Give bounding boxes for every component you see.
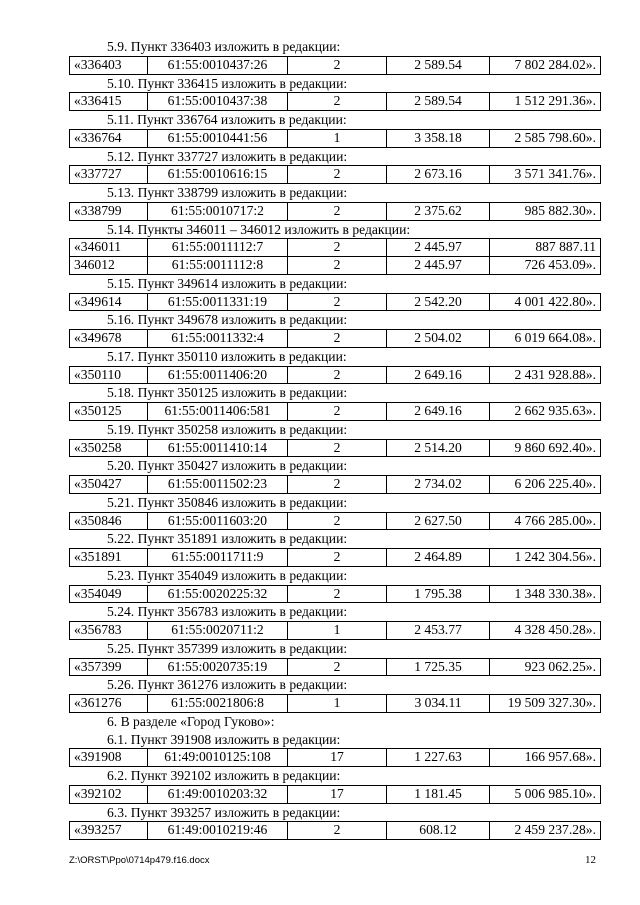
group-cell: 1 xyxy=(288,129,387,147)
cadastral-value-cell: 6 206 225.40». xyxy=(490,476,601,494)
section-table xyxy=(69,366,601,385)
specific-value-cell: 2 589.54 xyxy=(387,93,490,111)
table-row xyxy=(70,785,601,803)
section-table xyxy=(69,621,601,640)
section-heading: 5.14. Пункты 346011 – 346012 изложить в редакции: xyxy=(107,221,411,237)
specific-value-cell: 2 453.77 xyxy=(387,622,490,640)
specific-value-cell: 2 542.20 xyxy=(387,293,490,311)
item-number-cell: «391908 xyxy=(70,749,148,767)
section-table xyxy=(69,694,601,713)
item-number-cell: 346012 xyxy=(70,257,148,275)
cadastral-number-cell: 61:55:0011406:581 xyxy=(148,403,288,421)
cadastral-number-cell: 61:55:0011410:14 xyxy=(148,439,288,457)
section-table xyxy=(69,56,601,75)
cadastral-number-cell: 61:49:0010203:32 xyxy=(148,785,288,803)
cadastral-value-cell: 1 242 304.56». xyxy=(490,549,601,567)
group-cell: 2 xyxy=(288,293,387,311)
table-row xyxy=(70,56,601,74)
section-table xyxy=(69,329,601,348)
table-row xyxy=(70,366,601,384)
specific-value-cell: 3 358.18 xyxy=(387,129,490,147)
specific-value-cell: 1 725.35 xyxy=(387,658,490,676)
cadastral-value-cell: 2 431 928.88». xyxy=(490,366,601,384)
cadastral-value-cell: 5 006 985.10». xyxy=(490,785,601,803)
group-cell: 2 xyxy=(288,403,387,421)
table-row xyxy=(70,512,601,530)
cadastral-value-cell: 166 957.68». xyxy=(490,749,601,767)
specific-value-cell: 1 227.63 xyxy=(387,749,490,767)
document-body xyxy=(69,38,601,840)
table-row xyxy=(70,585,601,603)
section-heading: 5.13. Пункт 338799 изложить в редакции: xyxy=(107,185,348,200)
group-cell: 2 xyxy=(288,822,387,840)
table-row xyxy=(70,822,601,840)
group-cell: 2 xyxy=(288,166,387,184)
group-cell: 2 xyxy=(288,257,387,275)
item-number-cell: «336415 xyxy=(70,93,148,111)
table-row xyxy=(70,476,601,494)
section-table xyxy=(69,512,601,531)
group-cell: 2 xyxy=(288,202,387,220)
item-number-cell: «350427 xyxy=(70,476,148,494)
specific-value-cell: 2 464.89 xyxy=(387,549,490,567)
table-row xyxy=(70,257,601,275)
item-number-cell: «357399 xyxy=(70,658,148,676)
specific-value-cell: 608.12 xyxy=(387,822,490,840)
cadastral-number-cell: 61:55:0020711:2 xyxy=(148,622,288,640)
section-table xyxy=(69,165,601,184)
section-table xyxy=(69,202,601,221)
specific-value-cell: 2 649.16 xyxy=(387,403,490,421)
group-cell: 2 xyxy=(288,366,387,384)
item-number-cell: «337727 xyxy=(70,166,148,184)
cadastral-value-cell: 7 802 284.02». xyxy=(490,56,601,74)
cadastral-value-cell: 1 512 291.36». xyxy=(490,93,601,111)
section-heading: 5.23. Пункт 354049 изложить в редакции: xyxy=(107,567,348,583)
item-number-cell: «351891 xyxy=(70,549,148,567)
table-row xyxy=(70,129,601,147)
specific-value-cell: 2 445.97 xyxy=(387,257,490,275)
table-row xyxy=(70,202,601,220)
specific-value-cell: 2 627.50 xyxy=(387,512,490,530)
group-cell: 2 xyxy=(288,439,387,457)
section-heading: 5.11. Пункт 336764 изложить в редакции: xyxy=(107,112,347,127)
group-cell: 2 xyxy=(288,476,387,494)
group-cell: 2 xyxy=(288,549,387,567)
page-number: 12 xyxy=(585,854,596,866)
section-table xyxy=(69,92,601,111)
section-table xyxy=(69,129,601,148)
cadastral-value-cell: 4 001 422.80». xyxy=(490,293,601,311)
table-row xyxy=(70,293,601,311)
group-cell: 1 xyxy=(288,622,387,640)
group-cell: 2 xyxy=(288,239,387,257)
table-row xyxy=(70,330,601,348)
group-cell: 2 xyxy=(288,585,387,603)
section-heading: 5.24. Пункт 356783 изложить в редакции: xyxy=(107,604,348,620)
cadastral-number-cell: 61:55:0010717:2 xyxy=(148,202,288,220)
footer-file-path: Z:\ORST\Ppo\0714p479.f16.docx xyxy=(69,855,210,866)
item-number-cell: «350125 xyxy=(70,403,148,421)
cadastral-value-cell: 3 571 341.76». xyxy=(490,166,601,184)
section-heading: 5.16. Пункт 349678 изложить в редакции: xyxy=(107,312,348,328)
item-number-cell: «336764 xyxy=(70,129,148,147)
cadastral-number-cell: 61:55:0011331:19 xyxy=(148,293,288,311)
cadastral-number-cell: 61:55:0020735:19 xyxy=(148,658,288,676)
cadastral-number-cell: 61:55:0011332:4 xyxy=(148,330,288,348)
section-table xyxy=(69,238,601,275)
group-cell: 2 xyxy=(288,93,387,111)
specific-value-cell: 2 445.97 xyxy=(387,239,490,257)
table-row xyxy=(70,549,601,567)
cadastral-number-cell: 61:55:0021806:8 xyxy=(148,695,288,713)
section-heading: 5.17. Пункт 350110 изложить в редакции: xyxy=(107,348,347,364)
section-table xyxy=(69,585,601,604)
item-number-cell: «350110 xyxy=(70,366,148,384)
cadastral-value-cell: 2 585 798.60». xyxy=(490,129,601,147)
specific-value-cell: 1 181.45 xyxy=(387,785,490,803)
cadastral-value-cell: 726 453.09». xyxy=(490,257,601,275)
section-heading: 5.9. Пункт 336403 изложить в редакции: xyxy=(107,39,341,54)
table-row xyxy=(70,403,601,421)
table-row xyxy=(70,166,601,184)
section-heading: 6.3. Пункт 393257 изложить в редакции: xyxy=(107,804,341,820)
cadastral-value-cell: 923 062.25». xyxy=(490,658,601,676)
section-heading: 5.26. Пункт 361276 изложить в редакции: xyxy=(107,677,348,693)
specific-value-cell: 2 673.16 xyxy=(387,166,490,184)
cadastral-value-cell: 4 766 285.00». xyxy=(490,512,601,530)
group-cell: 17 xyxy=(288,749,387,767)
section-heading: 5.15. Пункт 349614 изложить в редакции: xyxy=(107,275,348,291)
section-table xyxy=(69,821,601,840)
item-number-cell: «338799 xyxy=(70,202,148,220)
specific-value-cell: 2 649.16 xyxy=(387,366,490,384)
section-heading: 5.22. Пункт 351891 изложить в редакции: xyxy=(107,531,348,547)
cadastral-number-cell: 61:49:0010219:46 xyxy=(148,822,288,840)
section-table xyxy=(69,439,601,458)
section-table xyxy=(69,548,601,567)
specific-value-cell: 2 514.20 xyxy=(387,439,490,457)
item-number-cell: «392102 xyxy=(70,785,148,803)
section-heading: 5.20. Пункт 350427 изложить в редакции: xyxy=(107,458,348,474)
group-cell: 2 xyxy=(288,56,387,74)
cadastral-number-cell: 61:55:0010437:38 xyxy=(148,93,288,111)
section-heading: 6.1. Пункт 391908 изложить в редакции: xyxy=(107,731,341,747)
cadastral-number-cell: 61:55:0010441:56 xyxy=(148,129,288,147)
group-cell: 1 xyxy=(288,695,387,713)
item-number-cell: «350258 xyxy=(70,439,148,457)
specific-value-cell: 2 589.54 xyxy=(387,56,490,74)
section-table xyxy=(69,293,601,312)
table-row xyxy=(70,749,601,767)
item-number-cell: «393257 xyxy=(70,822,148,840)
specific-value-cell: 2 375.62 xyxy=(387,202,490,220)
item-number-cell: «349614 xyxy=(70,293,148,311)
section-table xyxy=(69,785,601,804)
section-heading: 5.19. Пункт 350258 изложить в редакции: xyxy=(107,421,348,437)
specific-value-cell: 2 504.02 xyxy=(387,330,490,348)
section-table xyxy=(69,748,601,767)
table-row xyxy=(70,622,601,640)
item-number-cell: «349678 xyxy=(70,330,148,348)
group-cell: 2 xyxy=(288,658,387,676)
specific-value-cell: 2 734.02 xyxy=(387,476,490,494)
table-row xyxy=(70,439,601,457)
cadastral-number-cell: 61:55:0011406:20 xyxy=(148,366,288,384)
cadastral-value-cell: 19 509 327.30». xyxy=(490,695,601,713)
section-table xyxy=(69,658,601,677)
section-heading: 5.12. Пункт 337727 изложить в редакции: xyxy=(107,148,348,164)
item-number-cell: «350846 xyxy=(70,512,148,530)
cadastral-number-cell: 61:55:0010616:15 xyxy=(148,166,288,184)
cadastral-number-cell: 61:49:0010125:108 xyxy=(148,749,288,767)
section-heading: 5.25. Пункт 357399 изложить в редакции: xyxy=(107,640,348,656)
cadastral-number-cell: 61:55:0011603:20 xyxy=(148,512,288,530)
cadastral-value-cell: 1 348 330.38». xyxy=(490,585,601,603)
section-heading: 5.18. Пункт 350125 изложить в редакции: xyxy=(107,385,348,401)
item-number-cell: «336403 xyxy=(70,56,148,74)
specific-value-cell: 1 795.38 xyxy=(387,585,490,603)
cadastral-value-cell: 6 019 664.08». xyxy=(490,330,601,348)
group-cell: 2 xyxy=(288,512,387,530)
section-heading: 5.21. Пункт 350846 изложить в редакции: xyxy=(107,494,348,510)
cadastral-number-cell: 61:55:0011112:8 xyxy=(148,257,288,275)
table-row xyxy=(70,658,601,676)
table-row xyxy=(70,93,601,111)
group-cell: 17 xyxy=(288,785,387,803)
item-number-cell: «354049 xyxy=(70,585,148,603)
item-number-cell: «361276 xyxy=(70,695,148,713)
cadastral-value-cell: 9 860 692.40». xyxy=(490,439,601,457)
group-cell: 2 xyxy=(288,330,387,348)
cadastral-value-cell: 887 887.11 xyxy=(490,239,601,257)
section-table xyxy=(69,402,601,421)
cadastral-value-cell: 985 882.30». xyxy=(490,202,601,220)
section-table xyxy=(69,475,601,494)
cadastral-number-cell: 61:55:0010437:26 xyxy=(148,56,288,74)
cadastral-value-cell: 4 328 450.28». xyxy=(490,622,601,640)
item-number-cell: «356783 xyxy=(70,622,148,640)
section-heading: 5.10. Пункт 336415 изложить в редакции: xyxy=(107,75,348,91)
table-row xyxy=(70,239,601,257)
cadastral-number-cell: 61:55:0011711:9 xyxy=(148,549,288,567)
cadastral-number-cell: 61:55:0011502:23 xyxy=(148,476,288,494)
section-heading: 6. В разделе «Город Гуково»: xyxy=(107,713,275,729)
cadastral-value-cell: 2 459 237.28». xyxy=(490,822,601,840)
item-number-cell: «346011 xyxy=(70,239,148,257)
specific-value-cell: 3 034.11 xyxy=(387,695,490,713)
table-row xyxy=(70,695,601,713)
cadastral-value-cell: 2 662 935.63». xyxy=(490,403,601,421)
cadastral-number-cell: 61:55:0011112:7 xyxy=(148,239,288,257)
section-heading: 6.2. Пункт 392102 изложить в редакции: xyxy=(107,768,341,783)
cadastral-number-cell: 61:55:0020225:32 xyxy=(148,585,288,603)
